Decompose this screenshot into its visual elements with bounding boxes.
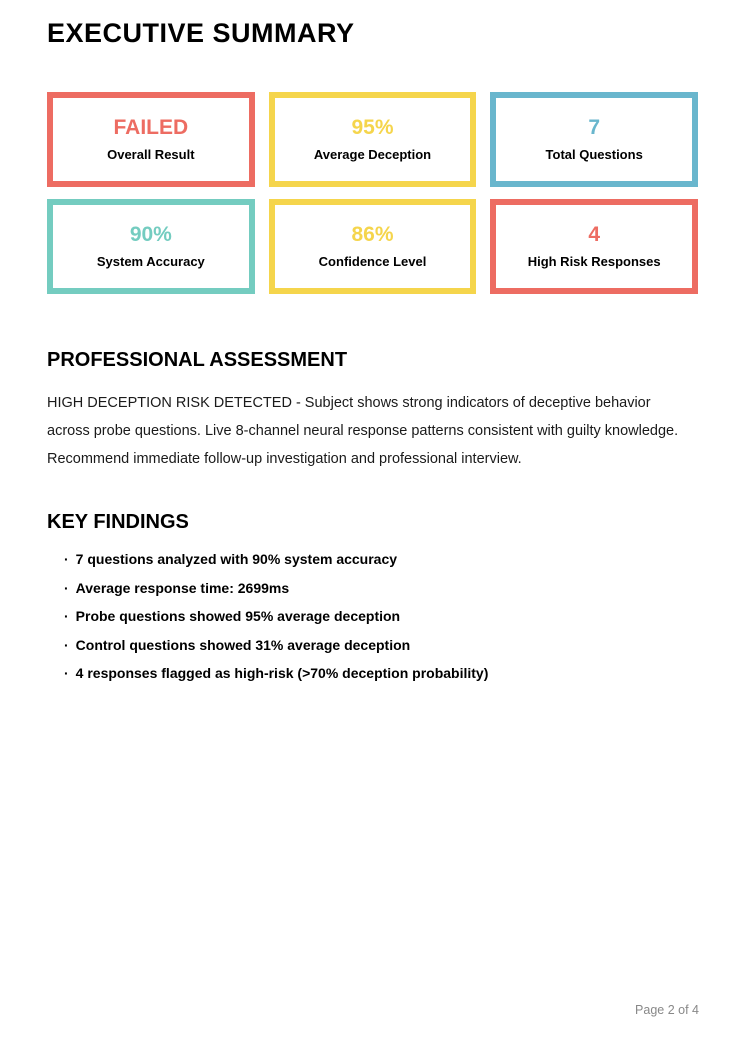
key-findings-heading: KEY FINDINGS [47,511,189,533]
page-number: Page 2 of 4 [635,1003,699,1017]
page-title: EXECUTIVE SUMMARY [47,18,355,48]
metric-value: 7 [588,116,600,139]
metric-value: 90% [129,223,172,246]
metric-card [490,92,698,187]
metric-card [47,92,255,187]
summary-cards [47,92,698,294]
professional-assessment-section [47,349,697,473]
key-finding-item: · Average response time: 2699ms [64,581,697,595]
professional-assessment-body: HIGH DECEPTION RISK DETECTED - Subject shows strong indicators of deceptive behavior across probe questions. Live 8-channel neural response patterns consistent with guilty knowledge. Recommend immediate follow-up investigation and professional interview. [47,395,679,467]
key-finding-item: · 4 responses flagged as high-risk (>70% deception probability) [64,666,697,680]
metric-card [47,199,255,294]
metric-card [269,92,477,187]
key-finding-item: · 7 questions analyzed with 90% system accuracy [64,552,697,566]
metric-value: 95% [351,116,394,139]
metric-label: Total Questions [545,147,643,162]
metric-value: 86% [351,223,394,246]
metric-label: Confidence Level [318,254,427,269]
metric-label: System Accuracy [96,254,205,269]
metric-value: 4 [588,223,600,246]
metric-label: High Risk Responses [527,254,661,269]
metric-label: Average Deception [313,147,432,162]
key-findings-section [47,511,697,680]
metric-card [269,199,477,294]
key-finding-item: · Control questions showed 31% average deception [64,638,697,652]
metric-card [490,199,698,294]
key-findings-list [47,552,697,680]
metric-value: FAILED [113,116,189,139]
key-finding-item: · Probe questions showed 95% average deception [64,609,697,623]
professional-assessment-heading: PROFESSIONAL ASSESSMENT [47,349,348,371]
metric-label: Overall Result [107,147,195,162]
